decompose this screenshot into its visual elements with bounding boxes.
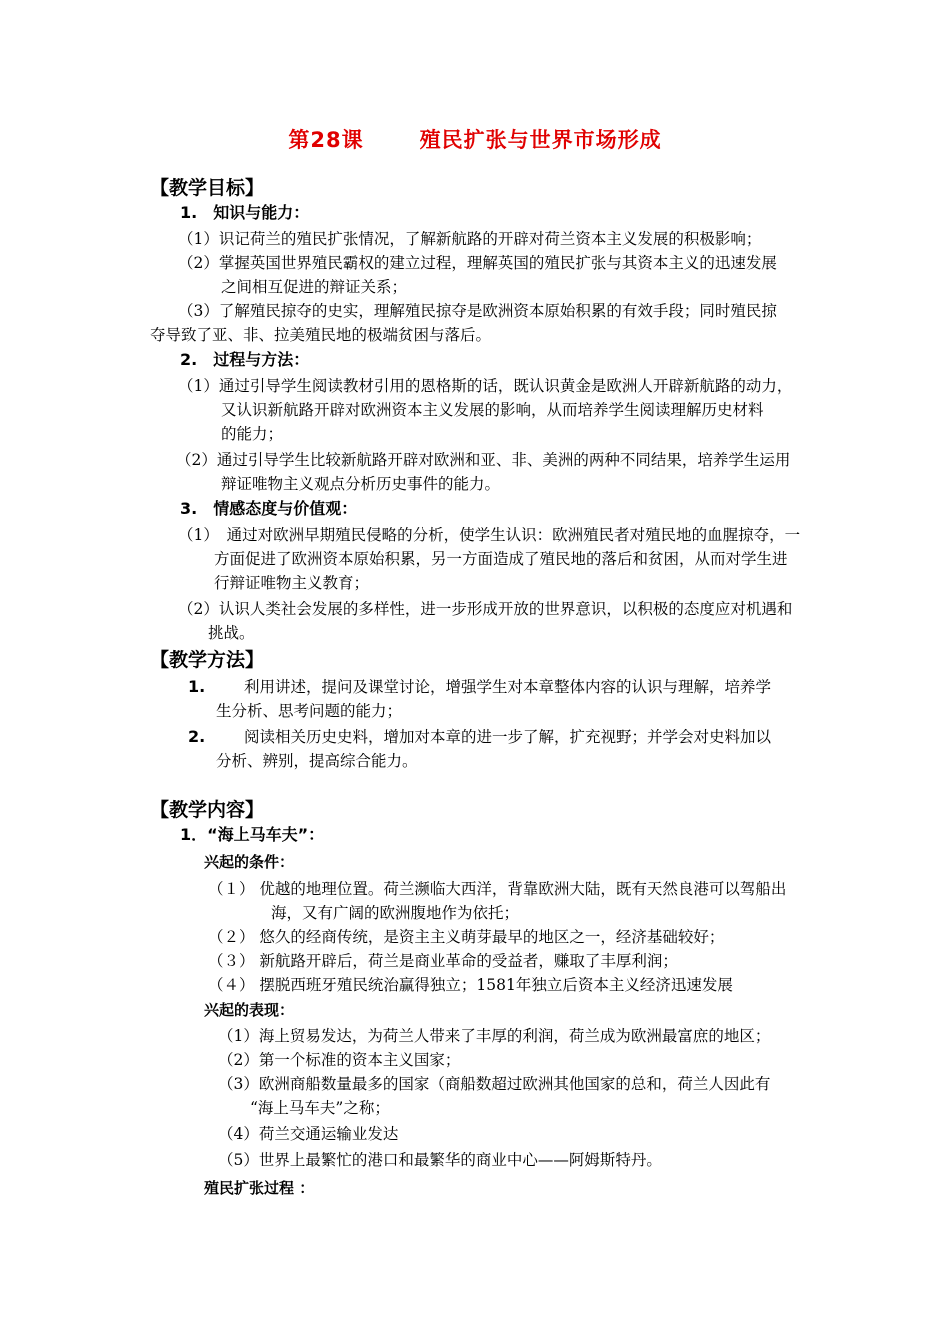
lesson-name: 殖民扩张与世界市场形成	[419, 128, 662, 152]
section-content-heading: 【教学内容】	[150, 799, 265, 821]
colonial-expansion-label: 殖民扩张过程 ：	[204, 1179, 315, 1197]
section-goals-heading: 【教学目标】	[150, 177, 265, 199]
goals-process-item-2: （2）通过引导学生比较新航路开辟对欧洲和亚、非、美洲的两种不同结果，培养学生运用	[176, 451, 791, 469]
rise-condition-1-cont: 海，又有广阔的欧洲腹地作为依托；	[271, 904, 520, 922]
goals-knowledge-item-3: （3）了解殖民掠夺的史实，理解殖民掠夺是欧洲资本原始积累的有效手段；同时殖民掠	[178, 302, 777, 320]
rise-condition-1: （１） 优越的地理位置。荷兰濒临大西洋，背靠欧洲大陆，既有天然良港可以驾船出	[208, 880, 787, 898]
goals-knowledge-item-1: （1）识记荷兰的殖民扩张情况，了解新航路的开辟对荷兰资本主义发展的积极影响；	[178, 230, 762, 248]
goals-attitude-item-1-cont: 方面促进了欧洲资本原始积累，另一方面造成了殖民地的落后和贫困，从而对学生进	[214, 550, 788, 568]
goals-attitude-item-1-cont2: 行辩证唯物主义教育；	[214, 574, 370, 592]
methods-item-1-cont: 生分析、思考问题的能力；	[216, 702, 403, 720]
rise-condition-2: （２） 悠久的经商传统，是资主主义萌芽最早的地区之一，经济基础较好；	[208, 928, 725, 946]
goals-knowledge-item-2-cont: 之间相互促进的辩证关系；	[221, 278, 408, 296]
goals-attitude-heading: 3. 情感态度与价值观：	[180, 499, 358, 518]
goals-process-item-2-cont: 辩证唯物主义观点分析历史事件的能力。	[221, 475, 501, 493]
methods-item-2-cont: 分析、辨别，提高综合能力。	[216, 752, 418, 770]
goals-attitude-item-1: （1） 通过对欧洲早期殖民侵略的分析，使学生认识：欧洲殖民者对殖民地的血腥掠夺，一	[178, 526, 801, 544]
rise-performance-1: （1）海上贸易发达，为荷兰人带来了丰厚的利润，荷兰成为欧洲最富庶的地区；	[218, 1027, 771, 1045]
goals-knowledge-item-2: （2）掌握英国世界殖民霸权的建立过程，理解英国的殖民扩张与其资本主义的迅速发展	[178, 254, 777, 272]
goals-knowledge-heading: 1. 知识与能力：	[180, 203, 310, 222]
rise-performance-label: 兴起的表现：	[204, 1001, 295, 1019]
rise-performance-3: （3）欧洲商船数量最多的国家（商船数超过欧洲其他国家的总和，荷兰人因此有	[218, 1075, 771, 1093]
rise-condition-4: （４） 摆脱西班牙殖民统治赢得独立；1581年独立后资本主义经济迅速发展	[208, 976, 733, 994]
goals-attitude-item-2: （2）认识人类社会发展的多样性，进一步形成开放的世界意识，以积极的态度应对机遇和	[178, 600, 793, 618]
goals-process-item-1-cont: 又认识新航路开辟对欧洲资本主义发展的影响，从而培养学生阅读理解历史材料	[221, 401, 764, 419]
goals-process-heading: 2. 过程与方法：	[180, 350, 310, 369]
rise-conditions-label: 兴起的条件：	[204, 853, 295, 871]
methods-item-2: 阅读相关历史史料，增加对本章的进一步了解，扩充视野；并学会对史料加以	[244, 728, 772, 746]
goals-process-item-1-cont2: 的能力；	[221, 425, 284, 443]
rise-condition-3: （３） 新航路开辟后，荷兰是商业革命的受益者，赚取了丰厚利润；	[208, 952, 678, 970]
methods-item-2-number: 2.	[188, 727, 206, 746]
methods-item-1: 利用讲述，提问及课堂讨论，增强学生对本章整体内容的认识与理解，培养学	[244, 678, 772, 696]
goals-attitude-item-2-cont: 挑战。	[208, 624, 255, 642]
rise-performance-4: （4）荷兰交通运输业发达	[218, 1125, 399, 1143]
lesson-number: 第28课	[288, 128, 364, 152]
content-item-1-heading: 1．“海上马车夫”：	[180, 825, 325, 844]
page-title	[0, 124, 950, 154]
goals-process-item-1: （1）通过引导学生阅读教材引用的恩格斯的话，既认识黄金是欧洲人开辟新航路的动力，	[178, 377, 793, 395]
rise-performance-5: （5）世界上最繁忙的港口和最繁华的商业中心——阿姆斯特丹。	[218, 1151, 662, 1169]
methods-item-1-number: 1.	[188, 677, 206, 696]
section-methods-heading: 【教学方法】	[150, 649, 265, 671]
rise-performance-3-cont: “海上马车夫”之称；	[250, 1099, 390, 1117]
goals-knowledge-item-3-cont: 夺导致了亚、非、拉美殖民地的极端贫困与落后。	[150, 326, 492, 344]
rise-performance-2: （2）第一个标准的资本主义国家；	[218, 1051, 461, 1069]
